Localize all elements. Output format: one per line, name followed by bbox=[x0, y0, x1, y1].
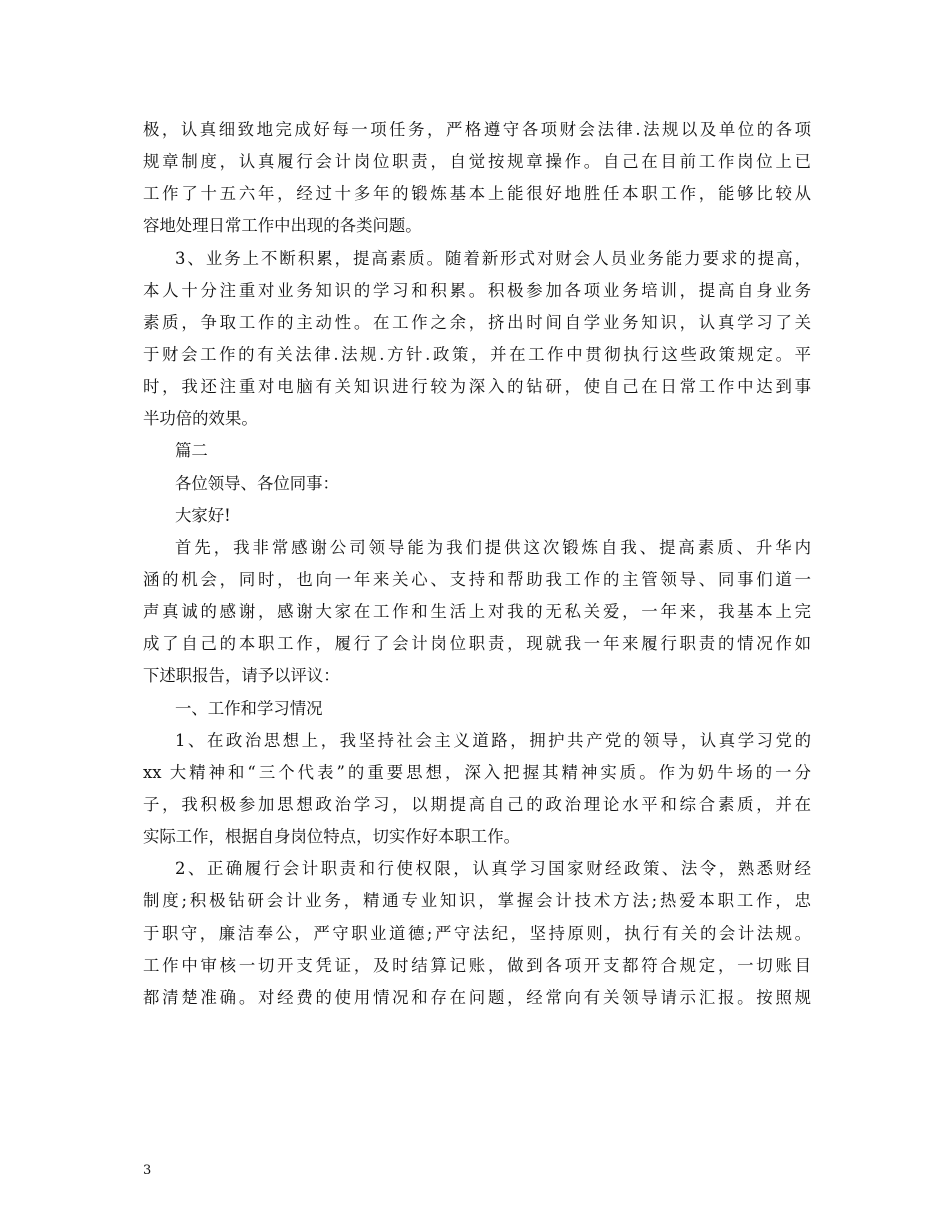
text-line: 声真诚的感谢，感谢大家在工作和生活上对我的无私关爱，一年来，我基本上完 bbox=[143, 602, 811, 622]
body-text bbox=[143, 114, 811, 1014]
text-line: 实际工作，根据自身岗位特点，切实作好本职工作。 bbox=[143, 827, 520, 847]
text-line: xx 大精神和“三个代表”的重要思想，深入把握其精神实质。作为奶牛场的一分 bbox=[143, 762, 811, 782]
text-line: 极，认真细致地完成好每一项任务，严格遵守各项财会法律.法规以及单位的各项 bbox=[143, 120, 811, 139]
text-line: 涵的机会，同时，也向一年来关心、支持和帮助我工作的主管领导、同事们道一 bbox=[143, 569, 811, 589]
text-line: 容地处理日常工作中出现的各类问题。 bbox=[143, 216, 422, 236]
text-line: 制度;积极钻研会计业务，精通专业知识，掌握会计技术方法;热爱本职工作，忠 bbox=[143, 891, 811, 911]
text-line: 大家好! bbox=[175, 505, 231, 525]
text-line: 素质，争取工作的主动性。在工作之余，挤出时间自学业务知识，认真学习了关 bbox=[143, 312, 811, 332]
text-line: 本人十分注重对业务知识的学习和积累。积极参加各项业务培训，提高自身业务 bbox=[143, 280, 811, 300]
text-line: 工作了十五六年，经过十多年的锻炼基本上能很好地胜任本职工作，能够比较从 bbox=[143, 184, 811, 204]
text-line: 成了自己的本职工作，履行了会计岗位职责，现就我一年来履行职责的情况作如 bbox=[143, 634, 811, 654]
text-line: 下述职报告，请予以评议： bbox=[143, 666, 340, 686]
page-number: 3 bbox=[143, 1163, 152, 1178]
text-line: 于财会工作的有关法律.法规.方针.政策，并在工作中贯彻执行这些政策规定。平 bbox=[143, 344, 811, 364]
text-line: 篇二 bbox=[175, 441, 208, 461]
text-line: 都清楚准确。对经费的使用情况和存在问题，经常向有关领导请示汇报。按照规 bbox=[143, 987, 811, 1007]
text-line: 时，我还注重对电脑有关知识进行较为深入的钻研，使自己在日常工作中达到事 bbox=[143, 377, 811, 397]
text-line: 1、在政治思想上，我坚持社会主义道路，拥护共产党的领导，认真学习党的 bbox=[175, 730, 811, 750]
text-line: 一、工作和学习情况 bbox=[175, 698, 323, 718]
text-line: 3、业务上不断积累，提高素质。随着新形式对财会人员业务能力要求的提高， bbox=[175, 248, 811, 268]
text-line: 规章制度，认真履行会计岗位职责，自觉按规章操作。自己在目前工作岗位上已 bbox=[143, 152, 811, 172]
text-line: 于职守，廉洁奉公，严守职业道德;严守法纪，坚持原则，执行有关的会计法规。 bbox=[143, 923, 811, 943]
text-line: 各位领导、各位同事： bbox=[175, 473, 339, 493]
text-line: 首先，我非常感谢公司领导能为我们提供这次锻炼自我、提高素质、升华内 bbox=[175, 537, 811, 557]
text-line: 子，我积极参加思想政治学习，以期提高自己的政治理论水平和综合素质，并在 bbox=[143, 794, 811, 814]
text-line: 半功倍的效果。 bbox=[143, 409, 258, 429]
text-line: 2、正确履行会计职责和行使权限，认真学习国家财经政策、法令，熟悉财经 bbox=[175, 859, 811, 879]
text-line: 工作中审核一切开支凭证，及时结算记账，做到各项开支都符合规定，一切账目 bbox=[143, 955, 811, 975]
